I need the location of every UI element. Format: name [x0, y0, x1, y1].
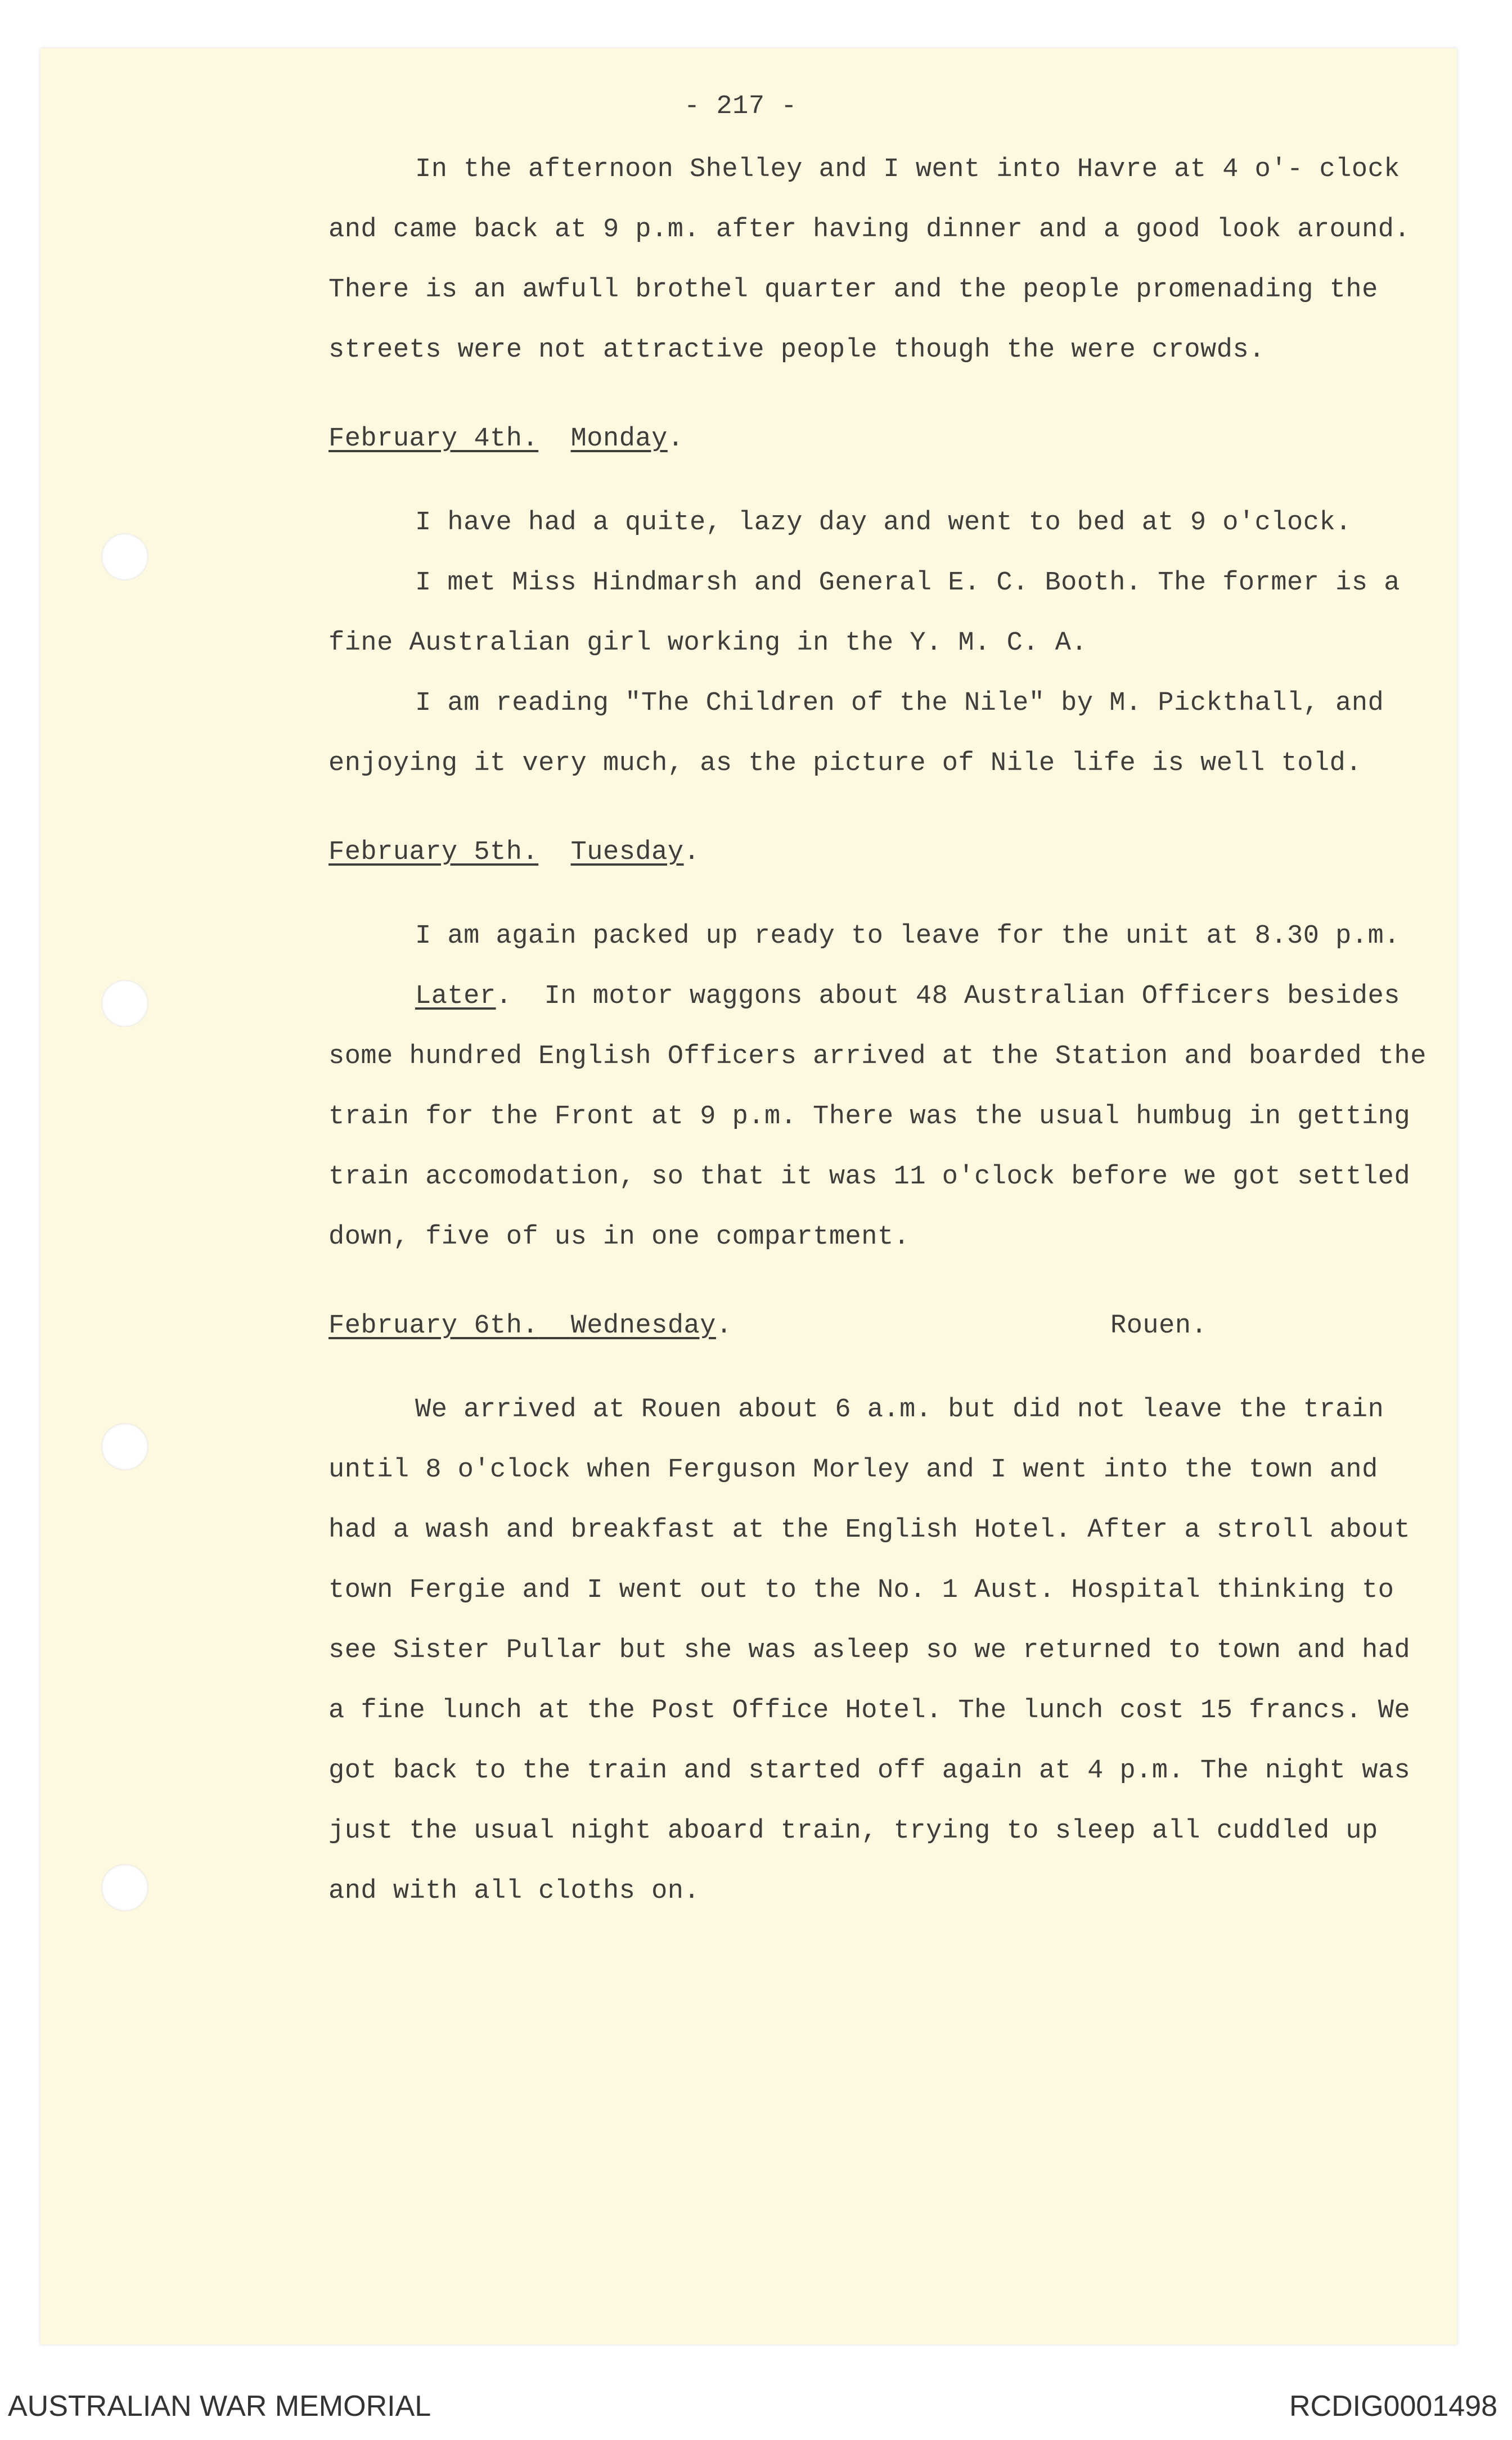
later-text: In motor waggons about 48 Australian Officers besides some hundred English Officers arrived at the Station and boarded the train for the Front at 9 p.m. There was the usual humbug in getting train accomodation, so that it was 11 o'clock before we got settled down, five of us in one compartment. [328, 982, 1426, 1252]
archive-name: AUSTRALIAN WAR MEMORIAL [8, 2390, 431, 2423]
entry-paragraph: I have had a quite, lazy day and went to bed at 9 o'clock. [415, 508, 1352, 538]
typed-text [328, 84, 1442, 1921]
entry-date: February 4th. [328, 424, 539, 454]
later-label: Later [415, 982, 496, 1011]
entry-heading: February 5th. Tuesday. [328, 838, 700, 867]
punch-hole [101, 1864, 148, 1911]
entry-date: February 5th. [328, 838, 539, 867]
entry-heading: February 6th. Wednesday. Rouen. [328, 1302, 1442, 1350]
archive-reference: RCDIG0001498 [1289, 2390, 1497, 2423]
entry-place: Rouen. [1110, 1311, 1208, 1341]
punch-hole [101, 980, 148, 1027]
entry-day: Wednesday [570, 1311, 716, 1341]
punch-hole [101, 533, 148, 580]
entry-day: Monday [570, 424, 668, 454]
later-paragraph: Later. In motor waggons about 48 Australian Officers besides some hundred English Officers arrived at the Station and boarded the train for the Front at 9 p.m. There was the usual humbug in getting train accomodation, so that it was 11 o'clock before we got settled down, five of us in one compartment. [328, 982, 1426, 1252]
page-number: - 217 - [684, 92, 797, 121]
entry-paragraph: I am reading "The Children of the Nile" by M. Pickthall, and enjoying it very much, as the picture of Nile life is well told. [328, 688, 1384, 778]
punch-hole [101, 1423, 148, 1470]
opening-paragraph: In the afternoon Shelley and I went into Havre at 4 o'- clock and came back at 9 p.m. after having dinner and a good look around. There is an awfull brothel quarter and the people promenading the streets were not attractive people though the were crowds. [328, 155, 1411, 365]
entry-day: Tuesday [570, 838, 684, 867]
entry-paragraph: I am again packed up ready to leave for the unit at 8.30 p.m. [415, 921, 1400, 951]
entry-date: February 6th. [328, 1311, 539, 1341]
entry-paragraph: I met Miss Hindmarsh and General E. C. Booth. The former is a fine Australian girl working in the Y. M. C. A. [328, 568, 1400, 658]
entry-heading: February 4th. Monday. [328, 424, 684, 454]
entry-paragraph: We arrived at Rouen about 6 a.m. but did not leave the train until 8 o'clock when Ferguson Morley and I went into the town and had a wash and breakfast at the English Hotel. After a stroll about town Fergie and I went out to the No. 1 Aust. Hospital thinking to see Sister Pullar but she was asleep so we returned to town and had a fine lunch at the Post Office Hotel. The lunch cost 15 francs. We got back to the train and started off again at 4 p.m. The night was just the usual night aboard train, trying to sleep all cuddled up and with all cloths on. [328, 1395, 1411, 1906]
entry-date-day [328, 1311, 716, 1341]
